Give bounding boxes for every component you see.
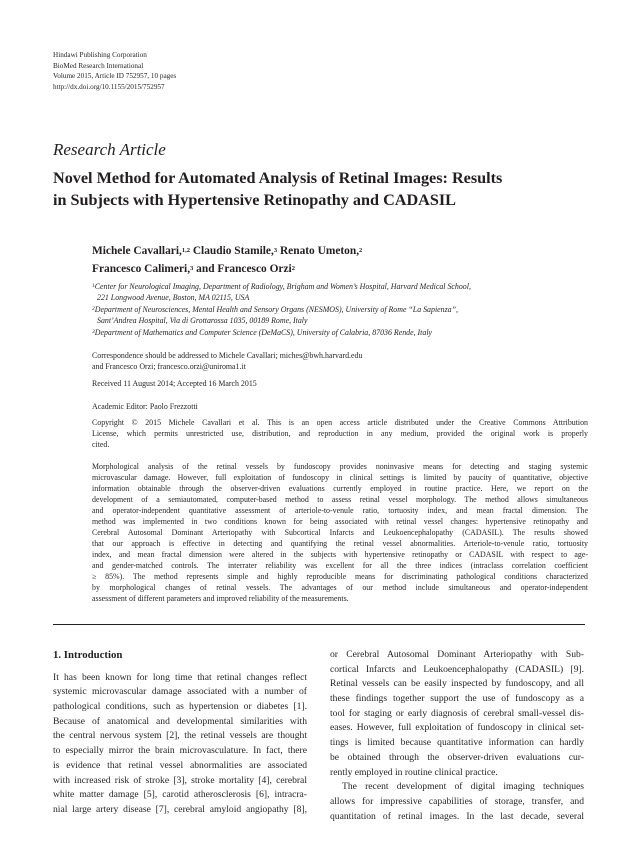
affiliation-line: Center for Neurological Imaging, Department of Radiology, Brigham and Women’s Hospital, Harvard Medical School, bbox=[94, 282, 471, 291]
body-line: Because of anatomical and developmental similarities with bbox=[53, 715, 307, 727]
academic-editor: Academic Editor: Paolo Frezzotti bbox=[92, 402, 198, 411]
received-dates: Received 11 August 2014; Accepted 16 March 2015 bbox=[92, 379, 257, 388]
author-affiliation-mark: 3 bbox=[190, 264, 194, 272]
author-name: Michele Cavallari, bbox=[92, 245, 182, 257]
section-divider bbox=[53, 624, 585, 625]
author-affiliation-mark: 2 bbox=[359, 247, 363, 254]
body-line: eases. However, full exploitation of fundoscopy in clinical set- bbox=[330, 722, 584, 734]
journal-name: BioMed Research International bbox=[53, 61, 144, 70]
affiliation-number: 2 bbox=[92, 306, 95, 313]
publisher: Hindawi Publishing Corporation bbox=[53, 51, 147, 59]
introduction-right-column bbox=[330, 648, 584, 824]
affiliation-line: Sant’Andrea Hospital, Via di Grottarossa 1035, 00189 Rome, Italy bbox=[97, 315, 308, 325]
title-line: in Subjects with Hypertensive Retinopathy and CADASIL bbox=[53, 190, 456, 209]
body-line: to especially mirror the brain microvasculature. In fact, there bbox=[53, 745, 307, 757]
body-line: The recent development of digital imaging techniques bbox=[342, 781, 584, 793]
abstract-line: and gender-matched controls. The interrater reliability was excellent for all the three indices (intraclass correlation coefficient bbox=[92, 561, 588, 570]
author-name: Claudio Stamile, bbox=[192, 245, 274, 257]
author-affiliation-mark: 2 bbox=[291, 264, 295, 272]
correspondence bbox=[92, 351, 588, 372]
abstract-line: method was implemented in two conditions known for being associated with retinal vessel changes: hypertensive retinopathy and bbox=[92, 517, 588, 526]
affiliation-number: 1 bbox=[92, 283, 95, 289]
abstract-line: Cerebral Autosomal Dominant Arteriopathy with Subcortical Infarcts and Leukoencephalopathy (CADASIL). The results showed bbox=[92, 528, 588, 537]
copyright-line: cited. bbox=[92, 440, 110, 449]
body-line: is evidence that retinal vessel abnormalities are associated bbox=[53, 759, 307, 771]
affiliation-number: 3 bbox=[92, 329, 95, 336]
affiliation-2 bbox=[92, 305, 588, 327]
body-line: tool for staging or early diagnosis of cerebral small-vessel dis- bbox=[330, 707, 584, 719]
introduction-left-column bbox=[53, 648, 307, 818]
abstract bbox=[92, 461, 588, 604]
abstract-line: assessment of different parameters and improved reliability of the measurements. bbox=[92, 594, 349, 603]
copyright-notice bbox=[92, 417, 588, 450]
body-line: or Cerebral Autosomal Dominant Arteriopathy with Sub- bbox=[330, 649, 584, 660]
copyright-line: License, which permits unrestricted use, distribution, and reproduction in any medium, provided the original work is properly bbox=[92, 429, 588, 438]
body-line: allows for impressive capabilities of storage, transfer, and bbox=[330, 795, 584, 807]
body-line: pathological conditions, such as hypertension or diabetes [1]. bbox=[53, 701, 307, 713]
journal-volume: Volume 2015, Article ID 752957, 10 pages bbox=[53, 72, 177, 81]
correspondence-line: Correspondence should be addressed to Michele Cavallari; miches@bwh.harvard.edu bbox=[92, 351, 363, 360]
author-list bbox=[92, 243, 588, 278]
abstract-line: microvascular damage. However, full exploitation of fundoscopy in clinical settings is limited by paucity of quantitative, objective bbox=[92, 473, 588, 482]
affiliation-line: Department of Mathematics and Computer Science (DeMaCS), University of Calabria, 87036 Rende, Italy bbox=[94, 328, 433, 338]
body-line: be obtained through the observer-driven evaluations cur- bbox=[330, 751, 584, 763]
section-heading: 1. Introduction bbox=[53, 649, 123, 661]
copyright-line: Copyright © 2015 Michele Cavallari et al. This is an open access article distributed under the Creative Commons Attribution bbox=[92, 418, 588, 427]
body-line: tings is limited because quantitative information can hardly bbox=[330, 737, 584, 749]
body-line: with increased risk of stroke [3], stroke mortality [4], cerebral bbox=[53, 774, 307, 786]
body-line: cortical Infarcts and Leukoencephalopathy (CADASIL) [9]. bbox=[330, 663, 584, 675]
article-title bbox=[53, 168, 613, 211]
body-line: systemic microvascular damage associated with a number of bbox=[53, 686, 307, 698]
correspondence-line: and Francesco Orzi; francesco.orzi@uniroma1.it bbox=[92, 361, 246, 371]
abstract-line: Morphological analysis of the retinal vessels by fundoscopy provides noninvasive means for detecting and staging systemic bbox=[92, 462, 588, 471]
body-line: quantitation of retinal images. In the last decade, several bbox=[330, 810, 584, 822]
abstract-line: information obtainable through the observer-driven evaluations currently employed in routine practice. Here, we report on the bbox=[92, 484, 588, 493]
affiliation-line: Department of Neurosciences, Mental Health and Sensory Organs (NESMOS), University of Rome “La Sapienza”, bbox=[94, 305, 458, 315]
body-line: the central nervous system [2], the retinal vessels are thought bbox=[53, 730, 307, 742]
abstract-line: and operator-independent quantitative assessment of arteriole-to-venule ratio, tortuosity index, and mean fractal dimension. The bbox=[92, 506, 588, 515]
author-name: Francesco Calimeri, bbox=[92, 262, 191, 275]
author-name: Renato Umeton, bbox=[279, 245, 360, 257]
body-line: Retinal vessels can be easily inspected by fundoscopy, and all bbox=[330, 678, 584, 690]
doi-link[interactable]: http://dx.doi.org/10.1155/2015/752957 bbox=[53, 82, 165, 91]
author-affiliation-mark: 1,2 bbox=[181, 247, 190, 254]
body-line: nial large artery disease [7], cerebral amyloid angiopathy [8], bbox=[53, 803, 307, 815]
body-line: It has been known for long time that retinal changes reflect bbox=[53, 671, 307, 683]
body-line: rently employed in routine clinical practice. bbox=[330, 766, 498, 778]
author-name: and Francesco Orzi bbox=[196, 262, 292, 275]
affiliation-1 bbox=[92, 282, 588, 304]
abstract-line: index, and mean fractal dimension were altered in the subjects with hypertensive retinopathy or CADASIL with respect to age- bbox=[92, 550, 588, 559]
abstract-line: ≥ 85%). The method represents simple and highly reproducible means for discriminating pathological conditions characterized bbox=[92, 572, 588, 581]
affiliation-line: 221 Longwood Avenue, Boston, MA 02115, USA bbox=[97, 292, 250, 302]
abstract-line: that our approach is effective in detecting and quantifying the retinal vessel abnormalities. Arteriole-to-venule ratio, tortuosity bbox=[92, 539, 588, 548]
article-type: Research Article bbox=[53, 140, 166, 159]
affiliation-3 bbox=[92, 328, 588, 339]
body-line: white matter damage [5], carotid atherosclerosis [6], intracra- bbox=[53, 789, 307, 801]
abstract-line: by morphological changes of retinal vessels. The advantages of our method include simultaneous and operator-independent bbox=[92, 583, 588, 592]
journal-info bbox=[53, 50, 176, 92]
affiliations bbox=[92, 282, 588, 340]
title-line: Novel Method for Automated Analysis of Retinal Images: Results bbox=[53, 169, 503, 187]
author-affiliation-mark: 3 bbox=[273, 247, 278, 254]
abstract-line: development of a semiautomated, computer-based method to assess retinal vessel morphology. The method allows simultaneous bbox=[92, 495, 588, 504]
body-line: these findings together support the use of fundoscopy as a bbox=[330, 693, 584, 705]
